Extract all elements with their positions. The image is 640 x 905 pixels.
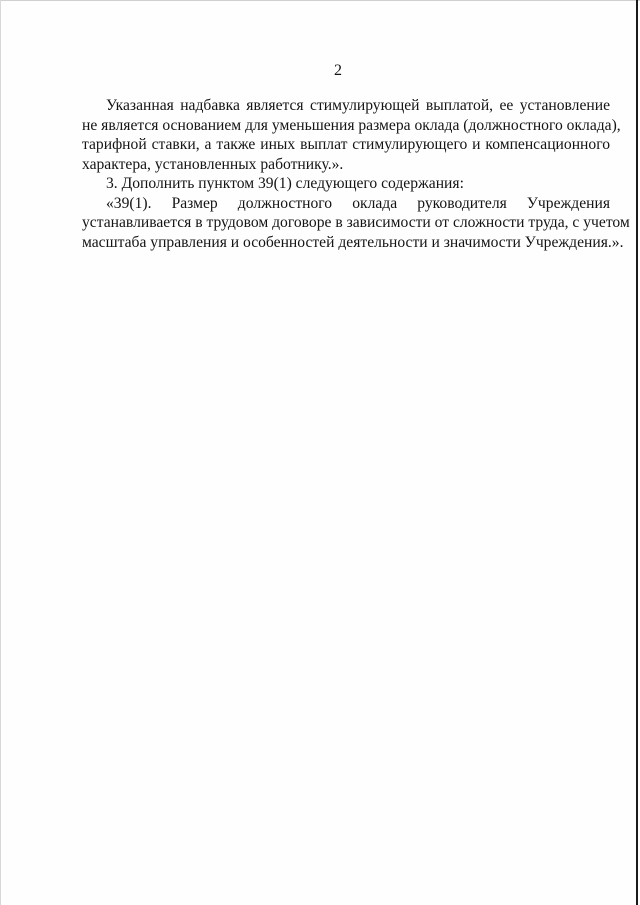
page-edge-right xyxy=(636,0,638,905)
paragraph-clause-39-1 xyxy=(82,194,630,253)
text-line: устанавливается в трудовом договоре в зависимости от сложности труда, с учетом xyxy=(82,214,630,231)
paragraph-bonus-note xyxy=(82,96,621,174)
text-line: характера, установленных работнику.». xyxy=(82,155,344,173)
text-line: не является основанием для уменьшения размера оклада (должностного оклада), xyxy=(82,116,621,134)
text-line: Указанная надбавка является стимулирующей выплатой, ее установление xyxy=(106,97,610,114)
page-number: 2 xyxy=(334,62,342,79)
text-line: масштаба управления и особенностей деятельности и значимости Учреждения.». xyxy=(82,233,624,251)
paragraph-amendment-3 xyxy=(82,174,610,194)
page-edge-left xyxy=(0,0,1,905)
page-edge-top xyxy=(0,0,640,1)
text-line: «39(1). Размер должностного оклада руководителя Учреждения xyxy=(106,194,610,212)
document-body xyxy=(82,96,630,252)
text-line: 3. Дополнить пунктом 39(1) следующего содержания: xyxy=(106,175,464,192)
text-line: тарифной ставки, а также иных выплат стимулирующего и компенсационного xyxy=(82,136,610,153)
